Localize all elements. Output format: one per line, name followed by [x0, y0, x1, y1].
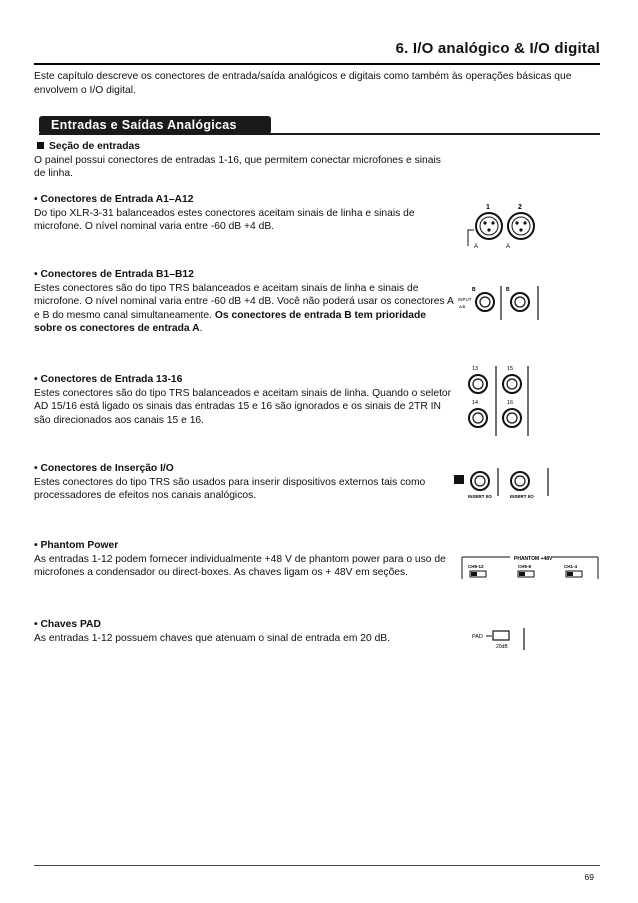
- section-heading: Entradas e Saídas Analógicas: [39, 116, 271, 134]
- b1-b12-block: • Conectores de Entrada B1–B12 Estes conectores são do tipo TRS balanceados e aceitam sinais de linha e sinais de microfone. O nível nominal varia entre -60 dB +4 dB. Você não poderá usar os conectores A e B do mesmo canal simultaneamente. Os conectores de entrada B tem prioridade sobre os conectores de entrada A.: [34, 269, 454, 334]
- trs-b-connectors-figure: [456, 282, 556, 324]
- b1-b12-bold-note: Os conectores de entrada B tem prioridade sobre os conectores de entrada A: [34, 309, 427, 334]
- pad-block: [34, 618, 454, 645]
- phantom-switches-figure: [460, 555, 600, 581]
- page-number: 69: [584, 872, 594, 882]
- pad-20db-label: 20dB: [496, 644, 508, 650]
- a1-a12-block: [34, 193, 454, 234]
- insert-io-label-2: INSERT I/O: [510, 494, 534, 499]
- trs-input-label: INPUT: [458, 297, 472, 302]
- bullet-square-icon: [37, 142, 44, 149]
- trs-13-16-figure: [462, 362, 532, 438]
- trs-b-label-2: B: [506, 287, 510, 293]
- a1-a12-heading: • Conectores de Entrada A1–A12: [34, 194, 194, 205]
- xlr-label-2: 2: [518, 204, 522, 211]
- phantom-label-ch5-8: CH5-8: [518, 564, 532, 569]
- entradas-text: O painel possui conectores de entradas 1-16, que permitem conectar microfones e sinais de linha.: [34, 154, 441, 179]
- a1-a12-text: Do tipo XLR-3-31 balanceados estes conectores aceitam sinais de linha e sinais de microfone. O nível nominal varia entre -60 dB +4 dB.: [34, 207, 415, 232]
- in13-16-text: Estes conectores são do tipo TRS balanceados e aceitam sinais de linha. Quando o seletor AD 15/16 está ligado os sinais das entradas 15 e 16 são ignorados e os sinais de 2TR IN são direcionados aos canais 15 e 16.: [34, 387, 452, 426]
- in13-16-block: [34, 373, 454, 427]
- phantom-label-ch9-12: CH9-12: [468, 564, 484, 569]
- page-title: 6. I/O analógico & I/O digital: [395, 40, 600, 57]
- insert-block: [34, 462, 454, 503]
- intro-paragraph: Este capítulo descreve os conectores de entrada/saída analógicos e digitais como também às operações básicas que envolvem o I/O digital.: [34, 71, 572, 96]
- section-divider: [39, 133, 600, 135]
- xlr-label-a1: A: [474, 244, 479, 250]
- xlr-connectors-figure: [462, 200, 554, 252]
- trs-ab-label: A/B: [459, 304, 466, 309]
- footer-divider: [34, 865, 600, 866]
- phantom-heading: • Phantom Power: [34, 540, 119, 551]
- trs-label-13: 13: [472, 366, 479, 372]
- phantom-text: As entradas 1-12 podem fornecer individualmente +48 V de phantom power para o uso de microfones a condensador ou direct-boxes. As chaves ligam os + 48V em seções.: [34, 553, 446, 578]
- b1-b12-text: Estes conectores são do tipo TRS balanceados e aceitam sinais de linha e sinais de microfone. O nível nominal varia entre -60 dB +4 dB. Você não poderá usar os conectores A e B do mesmo canal simultaneamente.: [34, 282, 454, 321]
- insert-text: Estes conectores do tipo TRS são usados para inserir dispositivos externos tais como processadores de efeitos nos canais analógicos.: [34, 476, 426, 501]
- trs-label-16: 16: [507, 400, 514, 406]
- pad-label: PAD: [472, 634, 483, 640]
- b1-b12-heading: • Conectores de Entrada B1–B12: [34, 269, 194, 280]
- insert-io-label-1: INSERT I/O: [468, 494, 492, 499]
- pad-heading: • Chaves PAD: [34, 619, 101, 630]
- trs-label-15: 15: [507, 366, 514, 372]
- pad-switch-figure: [470, 626, 530, 652]
- trs-b-label-1: B: [472, 287, 476, 293]
- pad-text: As entradas 1-12 possuem chaves que atenuam o sinal de entrada em 20 dB.: [34, 632, 391, 644]
- phantom-title: PHANTOM +48V: [514, 556, 553, 562]
- xlr-label-1: 1: [486, 204, 490, 211]
- title-divider: [34, 63, 600, 65]
- entradas-heading: Seção de entradas: [49, 141, 140, 152]
- insert-heading: • Conectores de Inserção I/O: [34, 463, 174, 474]
- xlr-label-a2: A: [506, 244, 511, 250]
- phantom-block: [34, 539, 454, 580]
- insert-io-figure: [452, 466, 556, 500]
- entradas-block: [34, 140, 454, 181]
- trs-label-14: 14: [472, 400, 479, 406]
- in13-16-heading: • Conectores de Entrada 13-16: [34, 374, 183, 385]
- phantom-label-ch1-4: CH1-4: [564, 564, 578, 569]
